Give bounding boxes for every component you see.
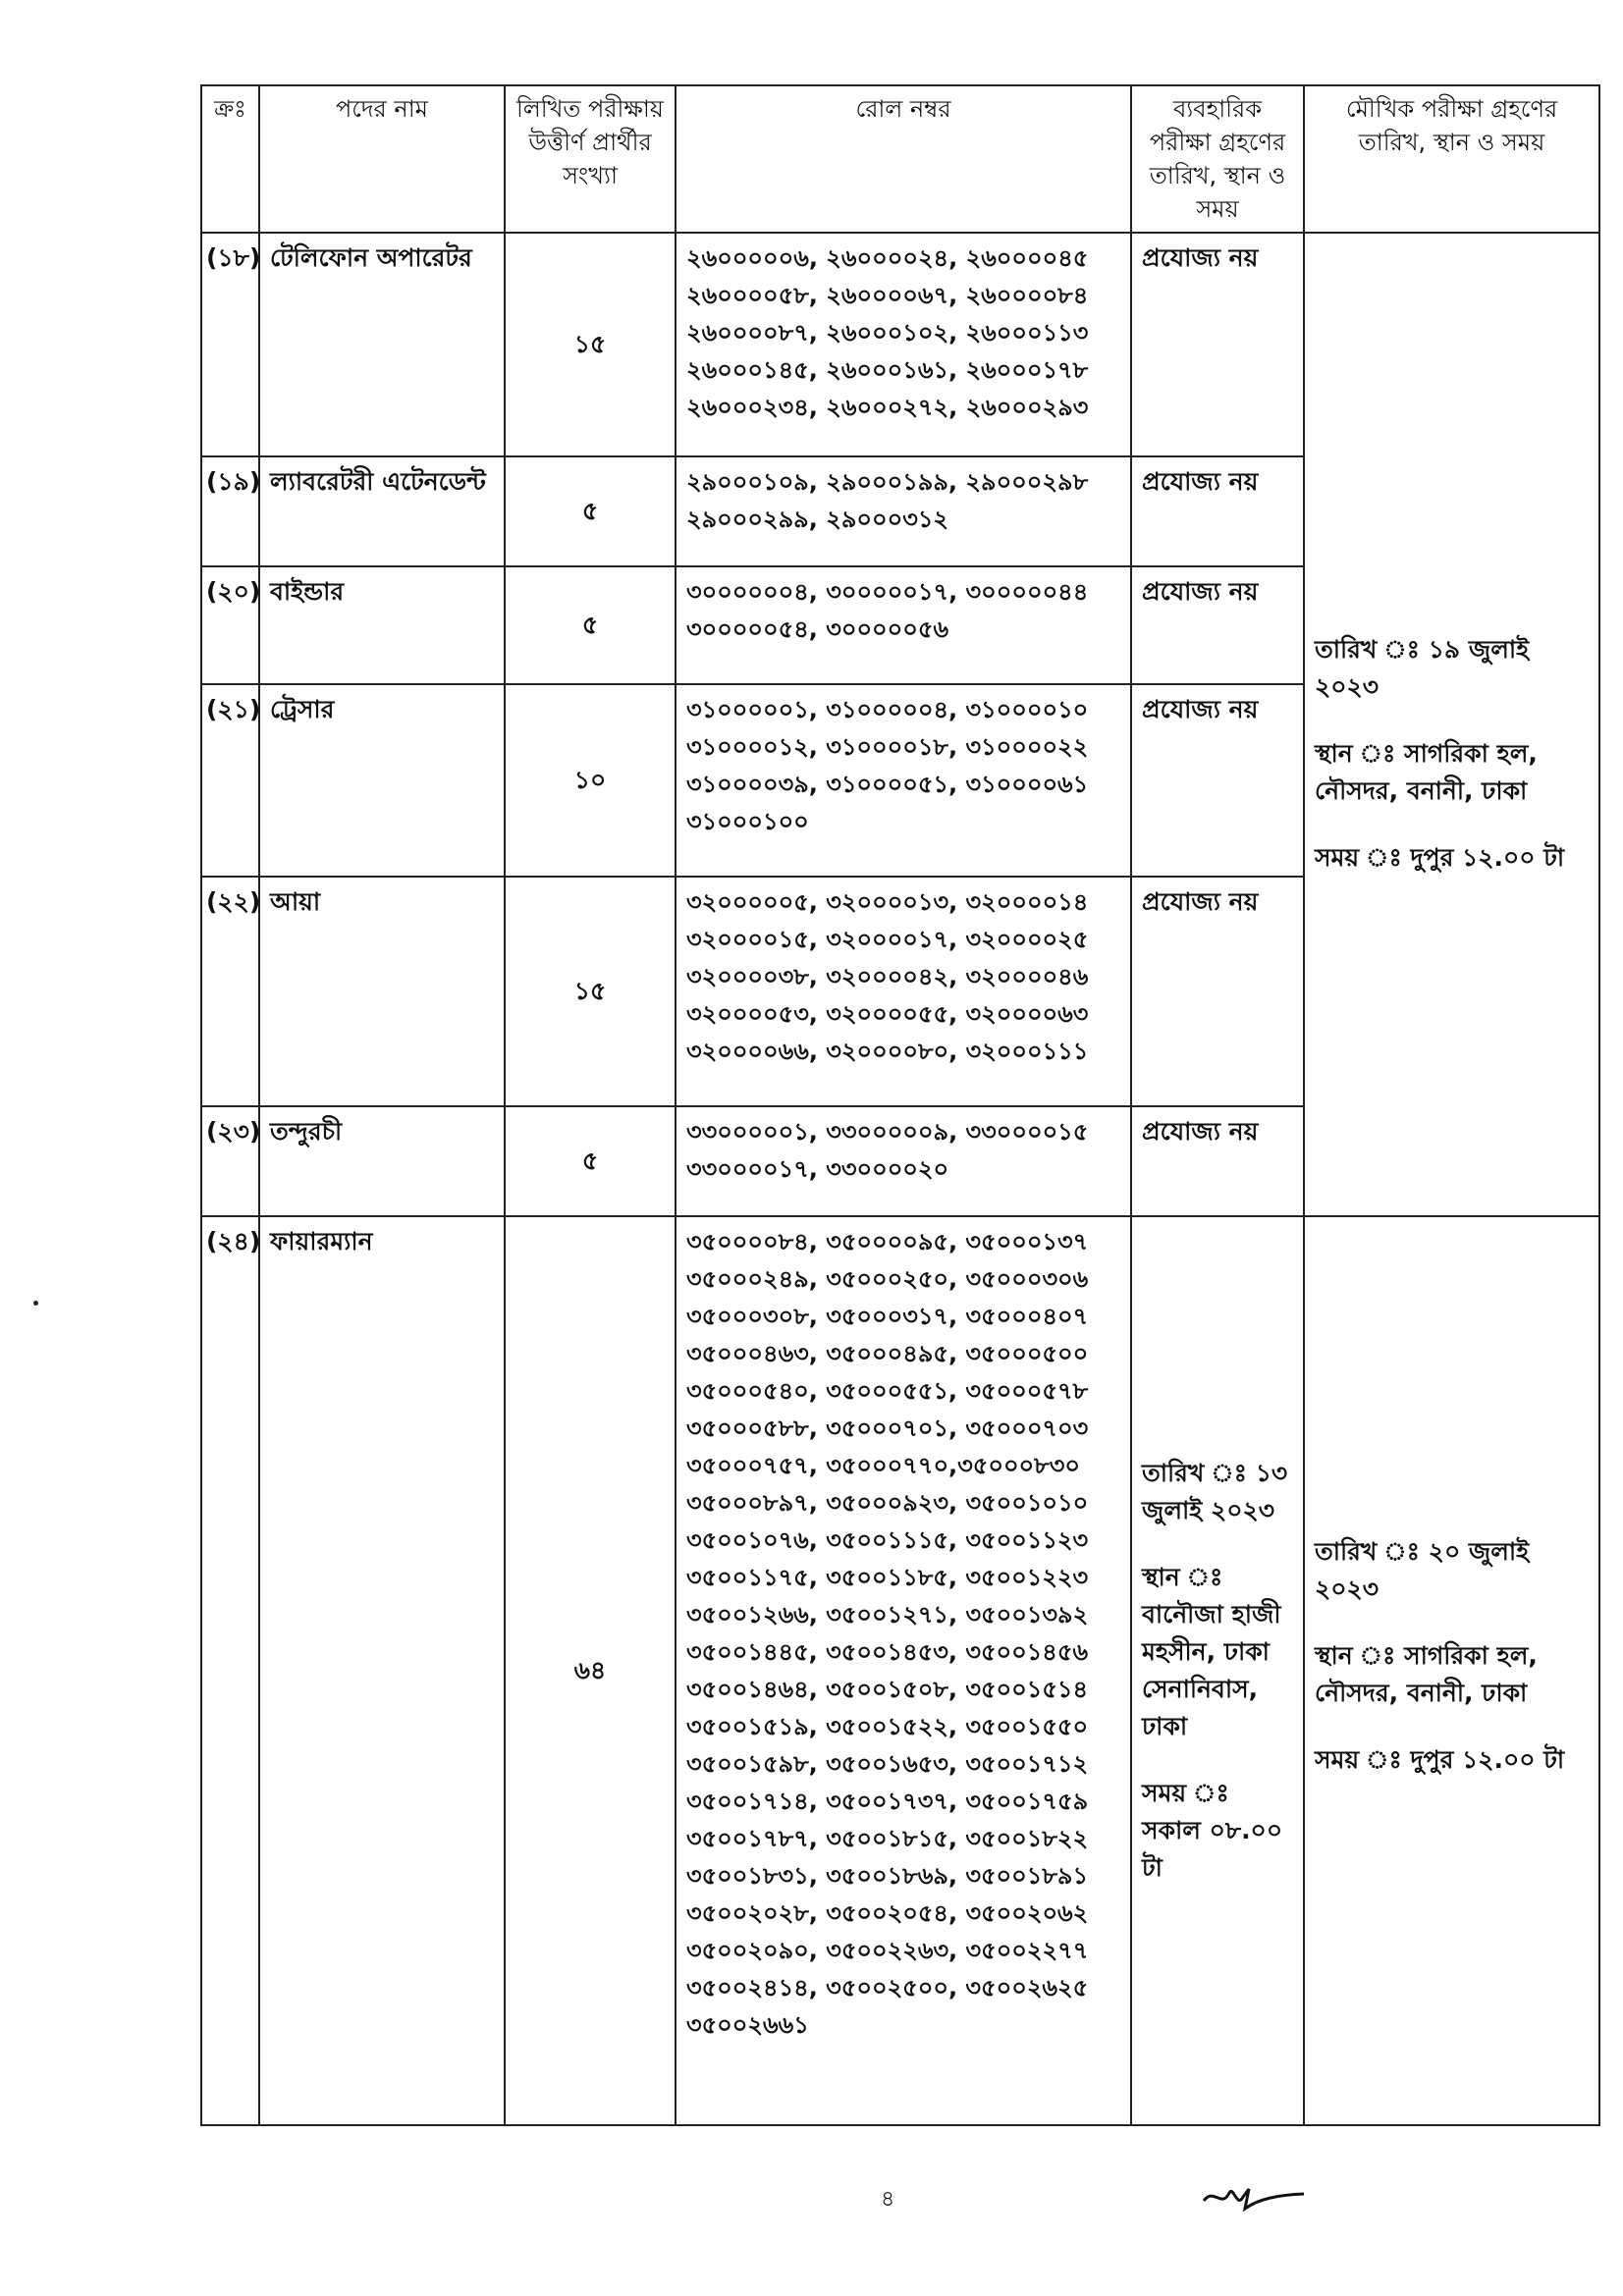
roll-line: ৩৫০০০২৪৯, ৩৫০০০২৫০, ৩৫০০০৩০৬ — [686, 1265, 1089, 1293]
row-practical: প্রযোজ্য নয় — [1131, 233, 1304, 456]
roll-line: ৩৫০০১১৭৫, ৩৫০০১১৮৫, ৩৫০০১২২৩ — [686, 1564, 1089, 1591]
row-count: ৫ — [505, 566, 676, 684]
roll-line: ৩১০০০১০০ — [686, 808, 809, 835]
row-practical: প্রযোজ্য নয় — [1131, 1106, 1304, 1216]
viva-place: স্থান ঃ সাগরিকা হল, নৌসদর, বনানী, ঢাকা — [1315, 1641, 1538, 1707]
roll-line: ৩৫০০২৬৬১ — [686, 2011, 809, 2039]
header-serial: ক্রঃ — [201, 85, 259, 233]
row-rolls — [676, 1106, 1131, 1216]
roll-line: ২৬০০০২৩৪, ২৬০০০২৭২, ২৬০০০২৯৩ — [686, 394, 1089, 421]
roll-line: ২৬০০০১৪৫, ২৬০০০১৬১, ২৬০০০১৭৮ — [686, 356, 1089, 384]
roll-line: ৩২০০০০৩৮, ৩২০০০০৪২, ৩২০০০০৪৬ — [686, 963, 1089, 990]
viva-place: স্থান ঃ সাগরিকা হল, নৌসদর, বনানী, ঢাকা — [1315, 739, 1538, 805]
header-post-name: পদের নাম — [259, 85, 505, 233]
viva-block — [1315, 1533, 1589, 1779]
page-number: ৪ — [881, 2187, 895, 2212]
roll-line: ২৬০০০০৫৮, ২৬০০০০৬৭, ২৬০০০০৮৪ — [686, 282, 1089, 309]
row-post-name: তন্দুরচী — [259, 1106, 505, 1216]
viva-time: সময় ঃ দুপুর ১২.০০ টা — [1315, 843, 1565, 872]
roll-line: ২৬০০০০৮৭, ২৬০০০১০২, ২৬০০০১১৩ — [686, 319, 1089, 347]
row-rolls — [676, 684, 1131, 877]
roll-line: ৩৫০০২৪১৪, ৩৫০০২৫০০, ৩৫০০২৬২৫ — [686, 1974, 1089, 2002]
row-count: ৫ — [505, 456, 676, 566]
row-count: ১৫ — [505, 233, 676, 456]
viva-date: তারিখ ঃ ১৯ জুলাই ২০২৩ — [1315, 635, 1530, 701]
roll-line: ২৯০০০১০৯, ২৯০০০১৯৯, ২৯০০০২৯৮ — [686, 468, 1089, 496]
roll-line: ৩৩০০০০১৭, ৩৩০০০০২০ — [686, 1155, 949, 1183]
roll-line: ৩৫০০১৫৯৮, ৩৫০০১৬৫৩, ৩৫০০১৭১২ — [686, 1750, 1089, 1778]
roll-line: ৩০০০০০০৪, ৩০০০০০১৭, ৩০০০০০৪৪ — [686, 578, 1089, 606]
row-practical: প্রযোজ্য নয় — [1131, 456, 1304, 566]
roll-line: ৩২০০০০০৫, ৩২০০০০১৩, ৩২০০০০১৪ — [686, 888, 1089, 916]
roll-line: ৩৩০০০০০১, ৩৩০০০০০৯, ৩৩০০০০১৫ — [686, 1118, 1089, 1146]
row-count: ৫ — [505, 1106, 676, 1216]
row-serial: (২২) — [201, 877, 259, 1106]
scan-dot — [33, 1301, 38, 1306]
row-serial: (১৮) — [201, 233, 259, 456]
roll-line: ৩৫০০১৪৪৫, ৩৫০০১৪৫৩, ৩৫০০১৪৫৬ — [686, 1638, 1089, 1666]
row-post-name: ফায়ারম্যান — [259, 1216, 505, 2125]
table-row — [201, 1216, 1599, 2125]
roll-line: ৩৫০০১৮৩১, ৩৫০০১৮৬৯, ৩৫০০১৮৯১ — [686, 1862, 1089, 1890]
roll-line: ৩৫০০১২৬৬, ৩৫০০১২৭১, ৩৫০০১৩৯২ — [686, 1601, 1089, 1629]
roll-line: ৩৫০০১৭১৪, ৩৫০০১৭৩৭, ৩৫০০১৭৫৯ — [686, 1788, 1089, 1815]
viva-cell — [1304, 1216, 1599, 2125]
row-post-name: আয়া — [259, 877, 505, 1106]
row-rolls — [676, 566, 1131, 684]
signature-mark — [1200, 2179, 1308, 2222]
roll-line: ৩৫০০১৫১৯, ৩৫০০১৫২২, ৩৫০০১৫৫০ — [686, 1713, 1089, 1740]
header-viva: মৌখিক পরীক্ষা গ্রহণের তারিখ, স্থান ও সময় — [1304, 85, 1599, 233]
row-practical — [1131, 1216, 1304, 2125]
header-row — [201, 85, 1599, 233]
roll-line: ৩৫০০২০২৮, ৩৫০০২০৫৪, ৩৫০০২০৬২ — [686, 1899, 1089, 1927]
roll-line: ৩৫০০০৮৯৭, ৩৫০০০৯২৩, ৩৫০০১০১০ — [686, 1489, 1089, 1517]
roll-line: ৩৫০০০৫৪০, ৩৫০০০৫৫১, ৩৫০০০৫৭৮ — [686, 1377, 1089, 1405]
row-serial: (২০) — [201, 566, 259, 684]
row-post-name: ল্যাবরেটরী এটেনডেন্ট — [259, 456, 505, 566]
practical-block — [1142, 1455, 1293, 1887]
row-post-name: টেলিফোন অপারেটর — [259, 233, 505, 456]
row-rolls — [676, 456, 1131, 566]
row-post-name: বাইন্ডার — [259, 566, 505, 684]
roll-line: ৩১০০০০০১, ৩১০০০০০৪, ৩১০০০০১০ — [686, 696, 1089, 723]
row-count: ৬৪ — [505, 1216, 676, 2125]
roll-line: ২৯০০০২৯৯, ২৯০০০৩১২ — [686, 506, 948, 533]
row-count: ১০ — [505, 684, 676, 877]
viva-group-cell — [1304, 233, 1599, 1216]
row-serial: (১৯) — [201, 456, 259, 566]
roll-line: ৩৫০০০৭৫৭, ৩৫০০০৭৭০,৩৫০০০৮৩০ — [686, 1452, 1080, 1479]
roll-line: ৩০০০০০৫৪, ৩০০০০০৫৬ — [686, 615, 949, 643]
roll-line: ৩৫০০০০৮৪, ৩৫০০০০৯৫, ৩৫০০০১৩৭ — [686, 1228, 1089, 1255]
roll-line: ৩৫০০২০৯০, ৩৫০০২২৬৩, ৩৫০০২২৭৭ — [686, 1937, 1089, 1964]
row-rolls — [676, 1216, 1131, 2125]
row-serial: (২১) — [201, 684, 259, 877]
row-rolls — [676, 233, 1131, 456]
row-practical: প্রযোজ্য নয় — [1131, 684, 1304, 877]
row-count: ১৫ — [505, 877, 676, 1106]
viva-date: তারিখ ঃ ২০ জুলাই ২০২৩ — [1315, 1537, 1530, 1603]
row-practical: প্রযোজ্য নয় — [1131, 566, 1304, 684]
row-serial: (২৩) — [201, 1106, 259, 1216]
roll-line: ৩১০০০০৩৯, ৩১০০০০৫১, ৩১০০০০৬১ — [686, 771, 1089, 798]
row-post-name: ট্রেসার — [259, 684, 505, 877]
roll-line: ৩৫০০০৩০৮, ৩৫০০০৩১৭, ৩৫০০০৪০৭ — [686, 1303, 1089, 1330]
header-practical: ব্যবহারিক পরীক্ষা গ্রহণের তারিখ, স্থান ও সময় — [1131, 85, 1304, 233]
roll-line: ৩২০০০০১৫, ৩২০০০০১৭, ৩২০০০০২৫ — [686, 926, 1089, 953]
roll-line: ৩১০০০০১২, ৩১০০০০১৮, ৩১০০০০২২ — [686, 733, 1089, 761]
roll-line: ৩৫০০১৭৮৭, ৩৫০০১৮১৫, ৩৫০০১৮২২ — [686, 1825, 1089, 1852]
viva-time: সময় ঃ দুপুর ১২.০০ টা — [1315, 1745, 1565, 1774]
roll-line: ৩৫০০০৫৮৮, ৩৫০০০৭০১, ৩৫০০০৭০৩ — [686, 1415, 1089, 1442]
row-serial: (২৪) — [201, 1216, 259, 2125]
roll-line: ৩২০০০০৫৩, ৩২০০০০৫৫, ৩২০০০০৬৩ — [686, 1000, 1089, 1028]
row-rolls — [676, 877, 1131, 1106]
roll-line: ৩৫০০১৪৬৪, ৩৫০০১৫০৮, ৩৫০০১৫১৪ — [686, 1676, 1089, 1703]
roll-line: ৩৫০০১০৭৬, ৩৫০০১১১৫, ৩৫০০১১২৩ — [686, 1526, 1089, 1554]
roll-line: ৩৫০০০৪৬৩, ৩৫০০০৪৯৫, ৩৫০০০৫০০ — [686, 1340, 1089, 1367]
practical-time: সময় ঃ সকাল ০৮.০০ টা — [1142, 1779, 1283, 1882]
practical-place: স্থান ঃ বানৌজা হাজী মহসীন, ঢাকা সেনানিবাস, ঢাকা — [1142, 1563, 1281, 1740]
results-table — [200, 84, 1600, 2126]
roll-line: ২৬০০০০০৬, ২৬০০০০২৪, ২৬০০০০৪৫ — [686, 244, 1089, 272]
practical-date: তারিখ ঃ ১৩ জুলাই ২০২৩ — [1142, 1459, 1288, 1524]
header-passed-count: লিখিত পরীক্ষায় উত্তীর্ণ প্রার্থীর সংখ্যা — [505, 85, 676, 233]
row-practical: প্রযোজ্য নয় — [1131, 877, 1304, 1106]
viva-block — [1315, 631, 1589, 877]
table-row — [201, 233, 1599, 456]
header-roll: রোল নম্বর — [676, 85, 1131, 233]
roll-line: ৩২০০০০৬৬, ৩২০০০০৮০, ৩২০০০১১১ — [686, 1038, 1089, 1065]
